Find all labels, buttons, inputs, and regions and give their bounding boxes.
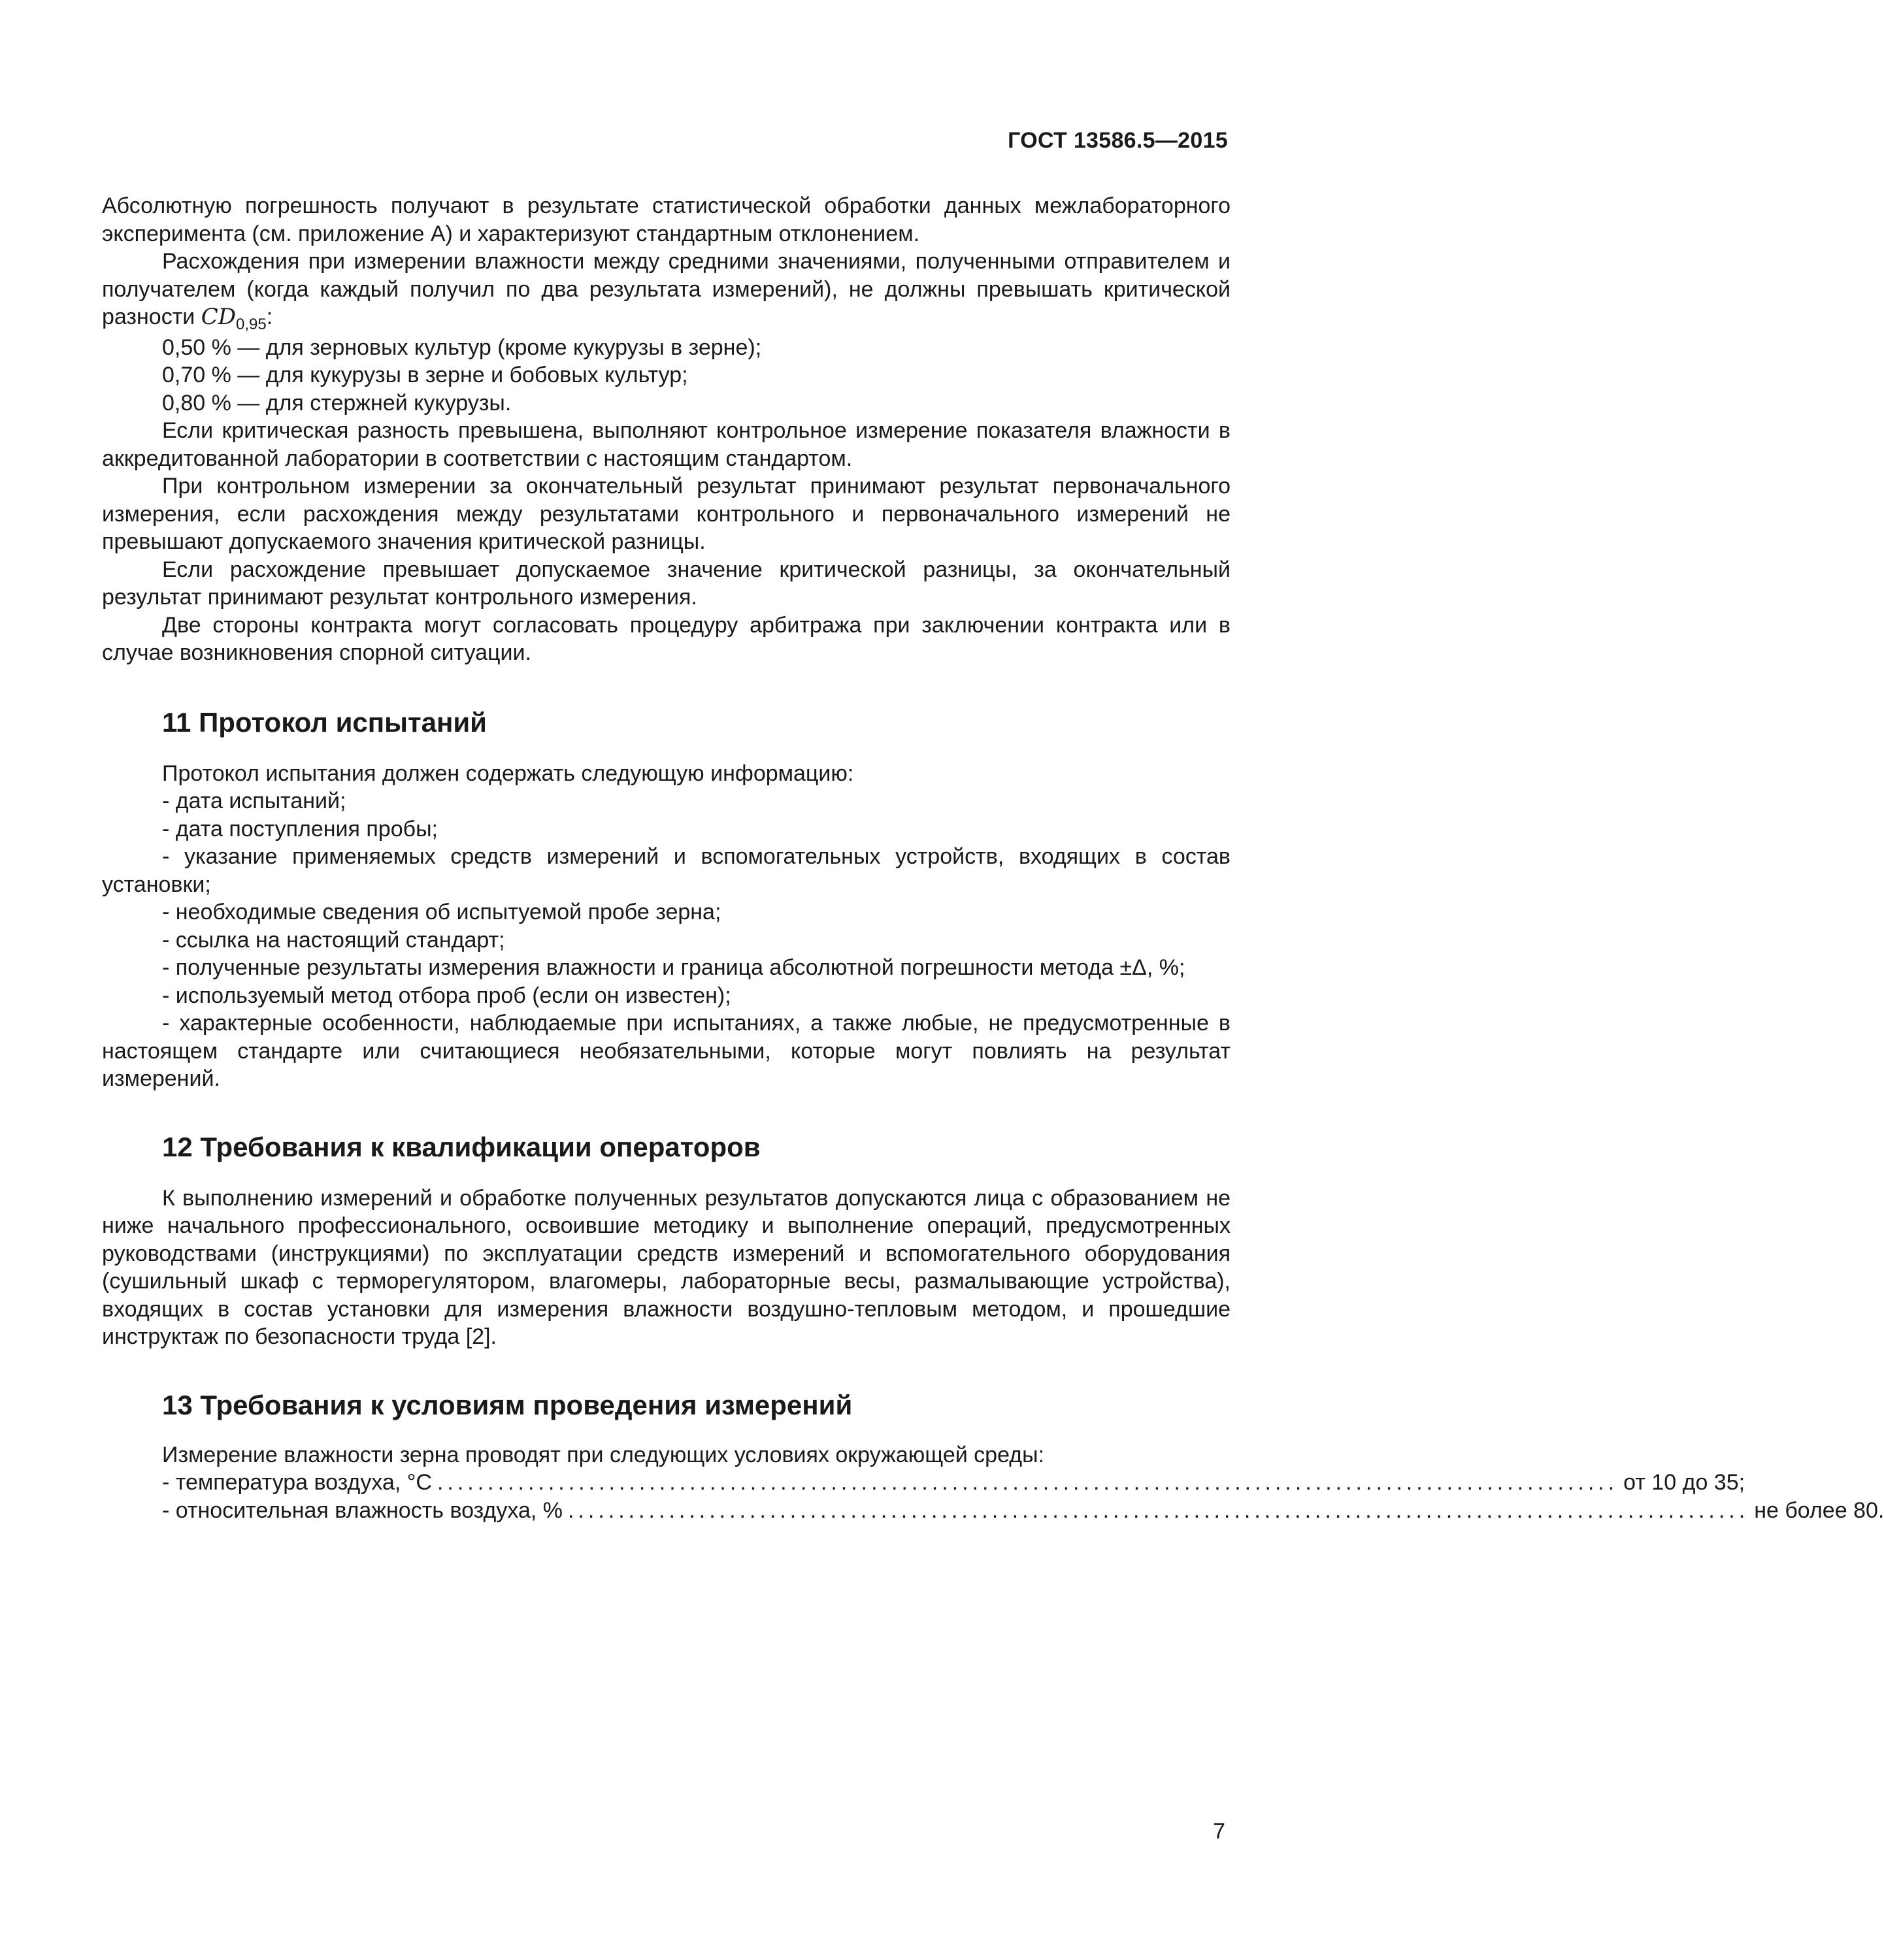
section-11-title: 11 Протокол испытаний [162,706,487,738]
limit-corn-legumes: 0,70 % — для кукурузы в зерне и бобовых культур; [162,363,688,387]
dot-leader: ..................................................................................................................... [437,1470,1619,1495]
protocol-item: - характерные особенности, наблюдаемые при испытаниях, а также любые, не предусмотренные в настоящем стандарте или считающиеся необязательными, которые могут повлиять на результат измерений. [102,1011,1231,1091]
protocol-item: - указание применяемых средств измерений и вспомогательных устройств, входящих в состав установки; [102,844,1231,897]
cd-colon: : [266,304,273,329]
limit-grain: 0,50 % — для зерновых культур (кроме кукурузы в зерне); [162,335,762,360]
dot-leader: ..................................................................................................................... [567,1497,1749,1523]
section-11-intro: Протокол испытания должен содержать следующую информацию: [162,760,854,786]
section-13-title: 13 Требования к условиям проведения измерений [162,1389,853,1420]
section-12-title: 12 Требования к квалификации операторов [162,1131,761,1162]
limit-corn-cobs: 0,80 % — для стержней кукурузы. [162,390,512,416]
protocol-item: - используемый метод отбора проб (если он известен); [162,983,731,1008]
document-header: ГОСТ 13586.5—2015 [1008,128,1228,153]
paragraph-arbitration: Две стороны контракта могут согласовать процедуру арбитража при заключении контракта или в случае возникновения спорной ситуации. [102,612,1231,665]
section-13-intro: Измерение влажности зерна проводят при следующих условиях окружающей среды: [162,1442,1044,1467]
paragraph-absolute-error: Абсолютную погрешность получают в результате статистической обработки данных межлабораторного эксперимента (см. приложение А) и характеризуют стандартным отклонением. [102,193,1231,246]
protocol-item: - ссылка на настоящий стандарт; [162,927,505,953]
condition-humidity [102,1497,1884,1525]
protocol-item: - необходимые сведения об испытуемой пробе зерна; [162,900,721,924]
paragraph-discrepancy [102,248,1231,334]
paragraph-discrepancy-text: Расхождения при измерении влажности между средними значениями, полученными отправителем и получателем (когда каждый получил по два результата измерений), не должны превышать критической разности [102,249,1231,329]
paragraph-control: При контрольном измерении за окончательный результат принимают результат первоначального измерения, если расхождения между результатами контрольного и первоначального измерений не превышают допускаемого значения критической разницы. [102,474,1231,554]
section-12-text: К выполнению измерений и обработке полученных результатов допускаются лица с образованием не ниже начального профессионального, освоившие методику и выполнение операций, предусмотренных руководствами (инструкциями) по эксплуатации средств измерений и вспомогательного оборудования (сушильный шкаф с терморегулятором, влагомеры, лабораторные весы, размалывающие устройства), входящих в состав установки для измерения влажности воздушно-тепловым методом, и прошедшие инструктаж по безопасности труда [2]. [102,1185,1231,1349]
page-number: 7 [1213,1819,1225,1844]
condition-value: от 10 до 35; [1623,1470,1745,1495]
protocol-item: - полученные результаты измерения влажности и граница абсолютной погрешности метода ±Δ, %; [162,955,1185,980]
protocol-item: - дата испытаний; [162,789,346,813]
paragraph-exceeded: Если критическая разность превышена, выполняют контрольное измерение показателя влажности в аккредитованной лаборатории в соответствии с настоящим стандартом. [102,418,1231,471]
condition-label: - температура воздуха, °С [162,1470,432,1495]
paragraph-exceeds: Если расхождение превышает допускаемое значение критической разницы, за окончательный результат принимают результат контрольного измерения. [102,557,1231,610]
condition-label: - относительная влажность воздуха, % [162,1497,563,1523]
document-body [102,192,1884,1524]
condition-value: не более 80. [1754,1497,1884,1523]
condition-temperature [102,1469,1745,1497]
protocol-item: - дата поступления пробы; [162,816,438,841]
cd-subscript: 0,95 [236,316,267,333]
cd-symbol: CD [201,304,237,330]
